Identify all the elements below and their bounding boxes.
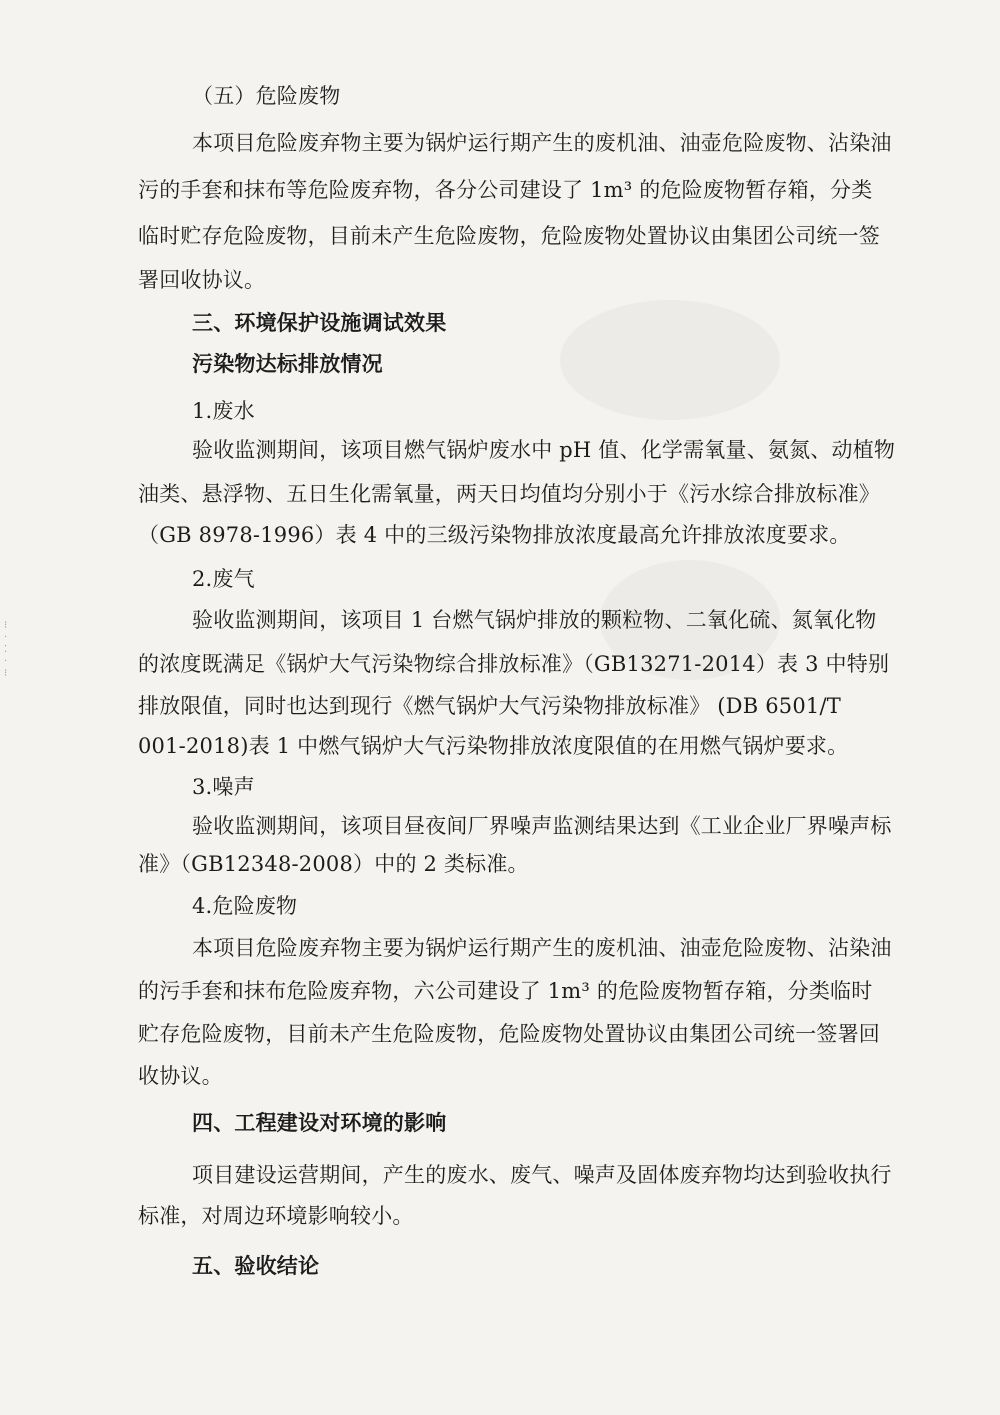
subheading-emission-status: 污染物达标排放情况 bbox=[192, 351, 383, 376]
paragraph-line: （GB 8978-1996）表 4 中的三级污染物排放浓度最高允许排放浓度要求。 bbox=[138, 523, 851, 547]
section-heading-3: 三、环境保护设施调试效果 bbox=[192, 310, 447, 335]
scan-edge-marks: ⁝ · ⁚ · ⁝ bbox=[4, 620, 8, 679]
item-heading-wastewater: 1.废水 bbox=[192, 399, 255, 423]
paragraph-line: 本项目危险废弃物主要为锅炉运行期产生的废机油、油壶危险废物、沾染油 bbox=[192, 131, 892, 155]
section-heading-hazardous-waste: （五）危险废物 bbox=[192, 84, 341, 108]
paragraph-line: 油类、悬浮物、五日生化需氧量，两天日均值均分别小于《污水综合排放标准》 bbox=[138, 482, 880, 506]
paragraph-line: 本项目危险废弃物主要为锅炉运行期产生的废机油、油壶危险废物、沾染油 bbox=[192, 936, 892, 960]
section-heading-5: 五、验收结论 bbox=[192, 1253, 320, 1278]
paragraph-line: 的浓度既满足《锅炉大气污染物综合排放标准》（GB13271-2014）表 3 中特别 bbox=[138, 652, 890, 676]
paragraph-line: 标准，对周边环境影响较小。 bbox=[138, 1204, 414, 1228]
paragraph-line: 临时贮存危险废物，目前未产生危险废物，危险废物处置协议由集团公司统一签 bbox=[138, 224, 880, 248]
paragraph-line: 排放限值，同时也达到现行《燃气锅炉大气污染物排放标准》 (DB 6501/T bbox=[138, 694, 841, 718]
paragraph-line: 准》（GB12348-2008）中的 2 类标准。 bbox=[138, 852, 529, 876]
paragraph-line: 001-2018)表 1 中燃气锅炉大气污染物排放浓度限值的在用燃气锅炉要求。 bbox=[138, 734, 849, 758]
paragraph-line: 污的手套和抹布等危险废弃物，各分公司建设了 1m³ 的危险废物暂存箱，分类 bbox=[138, 178, 873, 202]
item-heading-noise: 3.噪声 bbox=[192, 775, 255, 799]
paragraph-line: 署回收协议。 bbox=[138, 268, 266, 292]
paragraph-line: 收协议。 bbox=[138, 1064, 223, 1088]
item-heading-hazardous-waste: 4.危险废物 bbox=[192, 894, 298, 918]
paragraph-line: 验收监测期间，该项目 1 台燃气锅炉排放的颗粒物、二氧化硫、氮氧化物 bbox=[192, 608, 877, 632]
paragraph-line: 贮存危险废物，目前未产生危险废物，危险废物处置协议由集团公司统一签署回 bbox=[138, 1022, 880, 1046]
paragraph-line: 项目建设运营期间，产生的废水、废气、噪声及固体废弃物均达到验收执行 bbox=[192, 1163, 892, 1187]
paragraph-line: 的污手套和抹布危险废弃物，六公司建设了 1m³ 的危险废物暂存箱，分类临时 bbox=[138, 979, 873, 1003]
paragraph-line: 验收监测期间，该项目昼夜间厂界噪声监测结果达到《工业企业厂界噪声标 bbox=[192, 814, 892, 838]
section-heading-4: 四、工程建设对环境的影响 bbox=[192, 1110, 447, 1135]
item-heading-exhaust-gas: 2.废气 bbox=[192, 567, 255, 591]
paragraph-line: 验收监测期间，该项目燃气锅炉废水中 pH 值、化学需氧量、氨氮、动植物 bbox=[192, 438, 896, 462]
